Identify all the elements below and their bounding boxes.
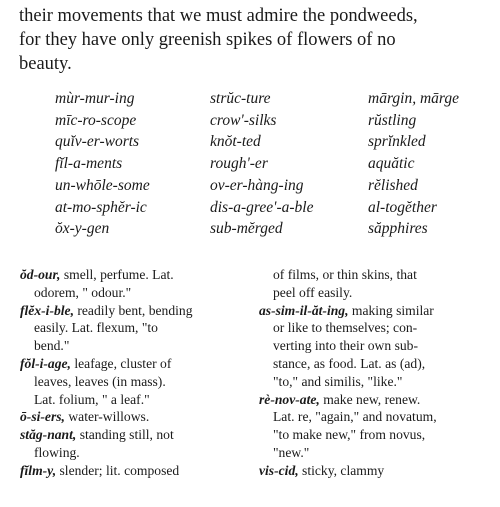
intro-paragraph [19,4,489,76]
spelling-word: sub-mĕrged [210,220,283,238]
definition-text: bend." [34,338,70,354]
definition-entry [259,462,491,480]
spelling-word: quĭv-er-worts [55,133,140,151]
definition-entry [259,266,491,302]
definition-text: readily bent, bending [77,302,193,318]
definition-text: leaves, leaves (in mass). [34,373,166,389]
definition-entry [20,355,248,408]
definition-entry [259,391,491,462]
definition-text: or like to themselves; con- [273,320,418,336]
definitions-left-column [20,266,248,480]
definition-text: verting into their own sub- [273,338,418,354]
definition-entry [20,462,248,480]
word-column-3 [368,88,459,240]
definition-text: stance, as food. Lat. as (ad), [273,355,426,371]
definition-text: easily. Lat. flexum, "to [34,320,158,336]
definition-headword: rè-nov-ate, [259,391,324,407]
spelling-word: mārgin, mārge [368,90,459,107]
definition-headword: vis-cid, [259,462,303,478]
intro-line: for they have only greenish spikes of flowers of no [19,30,396,50]
definition-entry [20,408,248,426]
definition-text: slender; lit. composed [59,462,180,478]
definition-entry [20,426,248,462]
definition-text: Lat. re, "again," and novatum, [273,409,437,425]
definition-headword: ŏd-our, [20,267,64,282]
spelling-word: săpphires [368,220,428,238]
definition-headword: ō-si-ers, [20,409,69,425]
definition-text: water-willows. [68,409,150,425]
definition-text: "to make new," from novus, [273,427,426,443]
spelling-word: mùr-mur-ing [55,90,135,107]
spelling-word: strŭc-ture [210,90,271,107]
spelling-word: aquătic [368,155,415,173]
definition-text: making similar [351,302,434,318]
definition-headword: fŏl-i-age, [20,355,75,371]
definition-headword: fĭlm-y, [20,462,60,478]
word-column-1 [55,88,150,240]
spelling-word: ŏx-y-gen [55,220,110,238]
intro-line: their movements that we must admire the pondweeds, [19,6,418,26]
definition-headword: stăg-nant, [20,427,80,443]
spelling-word: rŭstling [368,111,417,129]
definition-text: "to," and similis, "like." [273,373,403,389]
definition-text: peel off easily. [273,284,353,300]
definition-text: flowing. [34,444,80,460]
definition-entry [259,302,491,391]
spelling-word: al-togĕther [368,198,437,216]
spelling-word: fĭl-a-ments [55,155,123,173]
definition-entry [20,302,248,355]
definition-text: smell, perfume. Lat. [63,267,174,282]
definition-headword: as-sim-il-ăt-ing, [259,302,352,318]
definition-text: of films, or thin skins, that [273,267,417,282]
spelling-word: at-mo-sphĕr-ic [55,198,147,216]
definitions-right-column [259,266,491,480]
word-column-2 [210,88,313,240]
spelling-word: knŏt-ted [210,133,261,151]
definition-text: sticky, clammy [302,462,385,478]
definition-text: "new." [273,444,310,460]
definition-text: Lat. folium, " a leaf." [34,391,150,407]
intro-line: beauty. [19,54,72,74]
definition-headword: flĕx-i-ble, [20,302,78,318]
spelling-word: ov-er-hàng-ing [210,176,304,194]
spelling-word: mīc-ro-scope [55,111,137,129]
definition-text: leafage, cluster of [74,355,172,371]
spelling-word: sprĭnkled [368,133,426,151]
spelling-word: un-whōle-some [55,176,150,194]
definition-text: standing still, not [79,427,174,443]
definition-entry [20,266,248,302]
spelling-word: rough'-er [210,155,268,173]
spelling-word: crow'-silks [210,111,277,129]
spelling-word: rĕlished [368,176,418,194]
definition-text: make new, renew. [323,391,421,407]
spelling-word: dis-a-gree'-a-ble [210,198,314,216]
definition-text: odorem, " odour." [34,284,132,300]
